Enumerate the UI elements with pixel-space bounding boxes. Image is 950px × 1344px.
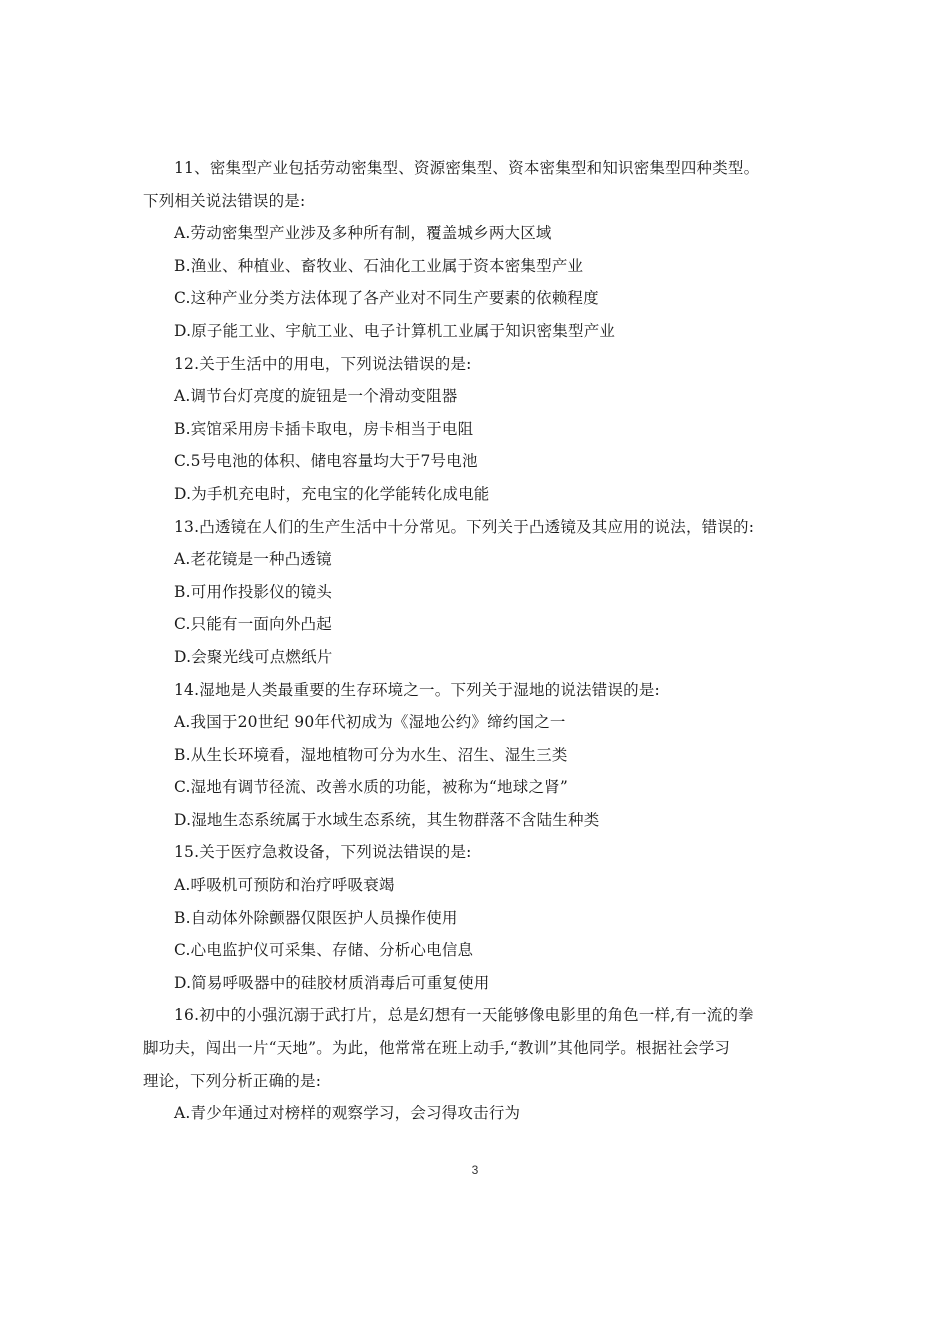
- question-11-option-a: A.劳动密集型产业涉及多种所有制，覆盖城乡两大区域: [174, 224, 552, 243]
- question-11-stem-line-2: 下列相关说法错误的是:: [143, 191, 306, 210]
- question-14-option-b: B.从生长环境看，湿地植物可分为水生、沼生、湿生三类: [174, 745, 568, 764]
- question-15-option-b: B.自动体外除颤器仅限医护人员操作使用: [174, 908, 458, 927]
- question-13-option-b: B.可用作投影仪的镜头: [174, 582, 333, 601]
- question-13-stem: 13.凸透镜在人们的生产生活中十分常见。下列关于凸透镜及其应用的说法，错误的:: [174, 517, 755, 536]
- question-12-option-c: C.5号电池的体积、储电容量均大于7号电池: [174, 452, 478, 471]
- question-13-option-d: D.会聚光线可点燃纸片: [174, 647, 333, 666]
- question-15-stem: 15.关于医疗急救设备，下列说法错误的是:: [174, 843, 472, 862]
- question-15-option-c: C.心电监护仪可采集、存储、分析心电信息: [174, 941, 474, 960]
- question-12-stem: 12.关于生活中的用电，下列说法错误的是:: [174, 354, 472, 373]
- question-11-option-b: B.渔业、种植业、畜牧业、石油化工业属于资本密集型产业: [174, 256, 584, 275]
- question-12-option-a: A.调节台灯亮度的旋钮是一个滑动变阻器: [174, 387, 458, 406]
- question-15-option-d: D.简易呼吸器中的硅胶材质消毒后可重复使用: [174, 973, 490, 992]
- question-16-stem-line-3: 理论，下列分析正确的是:: [143, 1071, 322, 1090]
- question-14-stem: 14.湿地是人类最重要的生存环境之一。下列关于湿地的说法错误的是:: [174, 680, 660, 699]
- question-16-stem-line-2: 脚功夫，闯出一片“天地”。为此，他常常在班上动手,“教训”其他同学。根据社会学习: [143, 1039, 731, 1058]
- question-12-option-d: D.为手机充电时，充电宝的化学能转化成电能: [174, 484, 490, 503]
- question-13-option-a: A.老花镜是一种凸透镜: [174, 550, 332, 569]
- question-11-option-d: D.原子能工业、宇航工业、电子计算机工业属于知识密集型产业: [174, 321, 616, 340]
- question-14-option-d: D.湿地生态系统属于水域生态系统，其生物群落不含陆生种类: [174, 810, 600, 829]
- question-16-option-a: A.青少年通过对榜样的观察学习，会习得攻击行为: [174, 1104, 521, 1123]
- question-14-option-c: C.湿地有调节径流、改善水质的功能，被称为“地球之肾”: [174, 778, 568, 797]
- question-11-stem-line-1: 11、密集型产业包括劳动密集型、资源密集型、资本密集型和知识密集型四种类型。: [174, 159, 760, 177]
- question-13-option-c: C.只能有一面向外凸起: [174, 615, 332, 634]
- question-11-option-c: C.这种产业分类方法体现了各产业对不同生产要素的依赖程度: [174, 289, 599, 308]
- question-14-option-a: A.我国于20世纪 90年代初成为《湿地公约》缔约国之一: [174, 713, 566, 732]
- question-16-stem-line-1: 16.初中的小强沉溺于武打片，总是幻想有一天能够像电影里的角色一样,有一流的拳: [174, 1006, 754, 1025]
- question-12-option-b: B.宾馆采用房卡插卡取电，房卡相当于电阻: [174, 419, 474, 438]
- page-number: 3: [471, 1163, 479, 1177]
- question-15-option-a: A.呼吸机可预防和治疗呼吸衰竭: [174, 876, 395, 895]
- question-list: [143, 152, 813, 1130]
